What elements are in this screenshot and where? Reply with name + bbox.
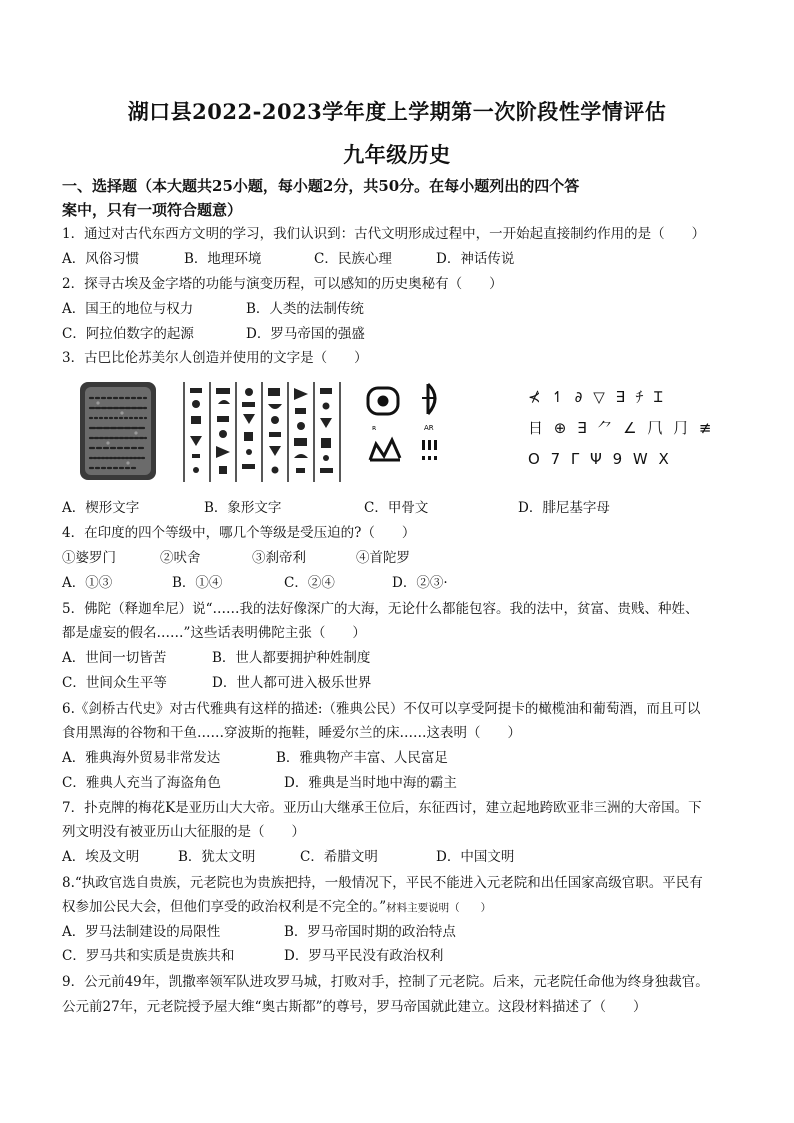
question-7-option-c[interactable]: C．希腊文明 [300, 849, 378, 865]
exam-title: 湖口县2022-2023学年度上学期第一次阶段性学情评估 [127, 99, 667, 124]
question-6-option-c[interactable]: C．雅典人充当了海盗角色 [62, 775, 221, 791]
question-1-option-a[interactable]: A．风俗习惯 [62, 251, 140, 267]
question-2-stem: 2．探寻古埃及金字塔的功能与演变历程，可以感知的历史奥秘有（ ） [62, 276, 503, 292]
question-4-option-b[interactable]: B．①④ [172, 575, 223, 591]
question-8-material-note: 材料主要说明（ ） [386, 902, 492, 914]
question-8-option-c[interactable]: C．罗马共和实质是贵族共和 [62, 948, 235, 964]
question-6-option-d[interactable]: D．雅典是当时地中海的霸主 [284, 775, 457, 791]
phoenician-row-2: 日 ⊕ ∃ ⺈ ∠ ⺇ ⺆ ≢ [528, 419, 715, 437]
question-9-stem-line1: 9．公元前49年，凯撒率领军队进攻罗马城，打败对手，控制了元老院。后来，元老院任命他为终身独裁官。 [62, 974, 709, 990]
oracle-bone-script-image [362, 382, 452, 472]
oracle-label-left: ʀ [372, 424, 377, 432]
question-5-stem-line2: 都是虚妄的假名……”这些话表明佛陀主张（ ） [62, 625, 366, 641]
question-2-option-a[interactable]: A．国王的地位与权力 [62, 301, 194, 317]
question-8-stem-line2 [62, 897, 491, 918]
question-8-option-a[interactable]: A．罗马法制建设的局限性 [62, 924, 221, 940]
question-4-option-c[interactable]: C．②④ [284, 575, 335, 591]
question-7-option-a[interactable]: A．埃及文明 [62, 849, 140, 865]
question-6-stem-line2: 食用黑海的谷物和干鱼……穿波斯的拖鞋，睡爱尔兰的床……这表明（ ） [62, 725, 521, 741]
exam-subtitle: 九年级历史 [343, 142, 451, 167]
question-2-option-c[interactable]: C．阿拉伯数字的起源 [62, 326, 194, 342]
question-9-stem-line2: 公元前27年，元老院授予屋大维“奥古斯都”的尊号，罗马帝国就此建立。这段材料描述了（ ） [62, 999, 647, 1015]
question-1-stem: 1．通过对古代东西方文明的学习，我们认识到：古代文明形成过程中，一开始起直接制约作用的是（ ） [62, 226, 706, 242]
question-5-option-c[interactable]: C．世间众生平等 [62, 675, 167, 691]
question-3-option-b[interactable]: B．象形文字 [204, 500, 282, 516]
question-4-item-3: ③刹帝利 [252, 550, 306, 566]
question-7-option-d[interactable]: D．中国文明 [436, 849, 515, 865]
cuneiform-tablet-image [78, 380, 158, 482]
question-3-option-d[interactable]: D．腓尼基字母 [518, 500, 610, 516]
question-4-item-4: ④首陀罗 [356, 550, 410, 566]
question-3-option-a[interactable]: A．楔形文字 [62, 500, 140, 516]
question-6-option-b[interactable]: B．雅典物产丰富、人民富足 [276, 750, 448, 766]
phoenician-row-1: ⊀ ↿ ∂ ▽ ∃ ﾁ Ɪ [528, 388, 666, 406]
question-6-option-a[interactable]: A．雅典海外贸易非常发达 [62, 750, 221, 766]
question-2-option-d[interactable]: D．罗马帝国的强盛 [246, 326, 365, 342]
question-8-option-b[interactable]: B．罗马帝国时期的政治特点 [284, 924, 456, 940]
question-6-stem-line1: 6.《剑桥古代史》对古代雅典有这样的描述:（雅典公民）不仅可以享受阿提卡的橄榄油和葡萄酒，而且可以 [62, 701, 701, 717]
question-8-option-d[interactable]: D．罗马平民没有政治权利 [284, 948, 444, 964]
section-heading-line2: 案中，只有一项符合题意） [62, 201, 243, 219]
question-8-quote: 权参加公民大会，但他们享受的政治权利是不完全的。” [62, 899, 387, 915]
question-3-option-c[interactable]: C．甲骨文 [364, 500, 429, 516]
question-7-stem-line2: 列文明没有被亚历山大征服的是（ ） [62, 824, 305, 840]
question-4-option-a[interactable]: A．①③ [62, 575, 113, 591]
question-4-item-1: ①婆罗门 [62, 550, 116, 566]
phoenician-row-3: O 7 Γ Ψ 9 W X [528, 450, 672, 468]
question-5-option-b[interactable]: B．世人都要拥护种姓制度 [212, 650, 371, 666]
question-1-option-b[interactable]: B．地理环境 [184, 251, 262, 267]
oracle-label-right: AR [424, 424, 434, 432]
question-2-option-b[interactable]: B．人类的法制传统 [246, 301, 364, 317]
question-1-option-c[interactable]: C．民族心理 [314, 251, 392, 267]
phoenician-alphabet-image [528, 382, 715, 475]
question-3-stem: 3．古巴比伦苏美尔人创造并使用的文字是（ ） [62, 350, 368, 366]
question-5-stem-line1: 5．佛陀（释迦牟尼）说“……我的法好像深广的大海，无论什么都能包容。我的法中，贫富、贵贱、种姓、 [62, 601, 699, 617]
question-1-option-d[interactable]: D．神话传说 [436, 251, 515, 267]
question-5-option-a[interactable]: A．世间一切皆苦 [62, 650, 167, 666]
question-4-option-d[interactable]: D．②③· [392, 575, 448, 591]
question-8-stem-line1: 8.“执政官选自贵族，元老院也为贵族把持，一般情况下，平民不能进入元老院和出任国家高级官职。平民有 [62, 875, 703, 891]
hieroglyph-columns-image [182, 380, 342, 484]
section-heading-line1: 一、选择题（本大题共25小题，每小题2分，共50分。在每小题列出的四个答 [62, 177, 580, 195]
question-4-item-2: ②吠舍 [160, 550, 201, 566]
question-7-stem-line1: 7．扑克牌的梅花K是亚历山大大帝。亚历山大继承王位后，东征西讨，建立起地跨欧亚非三洲的大帝国。下 [62, 800, 702, 816]
question-5-option-d[interactable]: D．世人都可进入极乐世界 [212, 675, 372, 691]
question-7-option-b[interactable]: B．犹太文明 [178, 849, 256, 865]
question-4-stem: 4．在印度的四个等级中，哪几个等级是受压迫的?（ ） [62, 525, 416, 541]
